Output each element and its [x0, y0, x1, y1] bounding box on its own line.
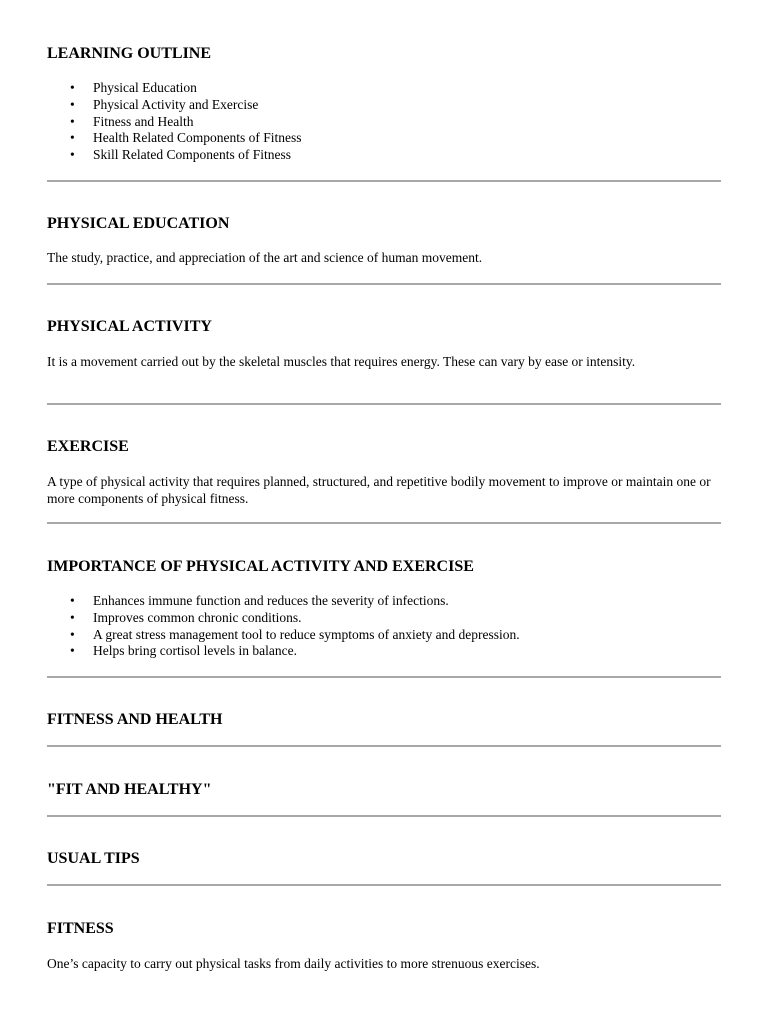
list-item: • Skill Related Components of Fitness	[93, 147, 721, 164]
fitness-title: FITNESS	[47, 920, 114, 937]
section-divider	[47, 815, 721, 817]
list-item: • A great stress management tool to reduce symptoms of anxiety and depression.	[93, 627, 721, 644]
learning-outline-title: LEARNING OUTLINE	[47, 45, 212, 62]
list-item: • Improves common chronic conditions.	[93, 610, 721, 627]
usual-tips-title: USUAL TIPS	[47, 850, 140, 867]
physical-activity-text: It is a movement carried out by the skeletal muscles that requires energy. These can vary by ease or intensity.	[47, 354, 636, 369]
importance-list	[47, 593, 721, 660]
physical-education-text: The study, practice, and appreciation of the art and science of human movement.	[47, 250, 483, 265]
physical-activity-title: PHYSICAL ACTIVITY	[47, 318, 212, 335]
physical-education-title: PHYSICAL EDUCATION	[47, 215, 230, 232]
section-divider	[47, 403, 721, 405]
importance-title: IMPORTANCE OF PHYSICAL ACTIVITY AND EXERCISE	[47, 558, 474, 575]
section-divider	[47, 283, 721, 285]
exercise-text: A type of physical activity that requires planned, structured, and repetitive bodily movement to improve or maintain one or more components of physical fitness.	[47, 474, 711, 506]
list-item: • Physical Activity and Exercise	[93, 97, 721, 114]
list-item: • Helps bring cortisol levels in balance.	[93, 643, 721, 660]
exercise-title: EXERCISE	[47, 438, 129, 455]
section-divider	[47, 745, 721, 747]
section-divider	[47, 884, 721, 886]
section-divider	[47, 676, 721, 678]
learning-outline-list	[47, 80, 721, 164]
section-divider	[47, 522, 721, 524]
list-item: • Enhances immune function and reduces the severity of infections.	[93, 593, 721, 610]
list-item: • Physical Education	[93, 80, 721, 97]
list-item: • Fitness and Health	[93, 114, 721, 131]
section-divider	[47, 180, 721, 182]
list-item: • Health Related Components of Fitness	[93, 130, 721, 147]
fitness-text: One’s capacity to carry out physical tasks from daily activities to more strenuous exercises.	[47, 956, 540, 971]
fitness-and-health-title: FITNESS AND HEALTH	[47, 711, 223, 728]
fit-and-healthy-title: "FIT AND HEALTHY"	[47, 781, 212, 798]
